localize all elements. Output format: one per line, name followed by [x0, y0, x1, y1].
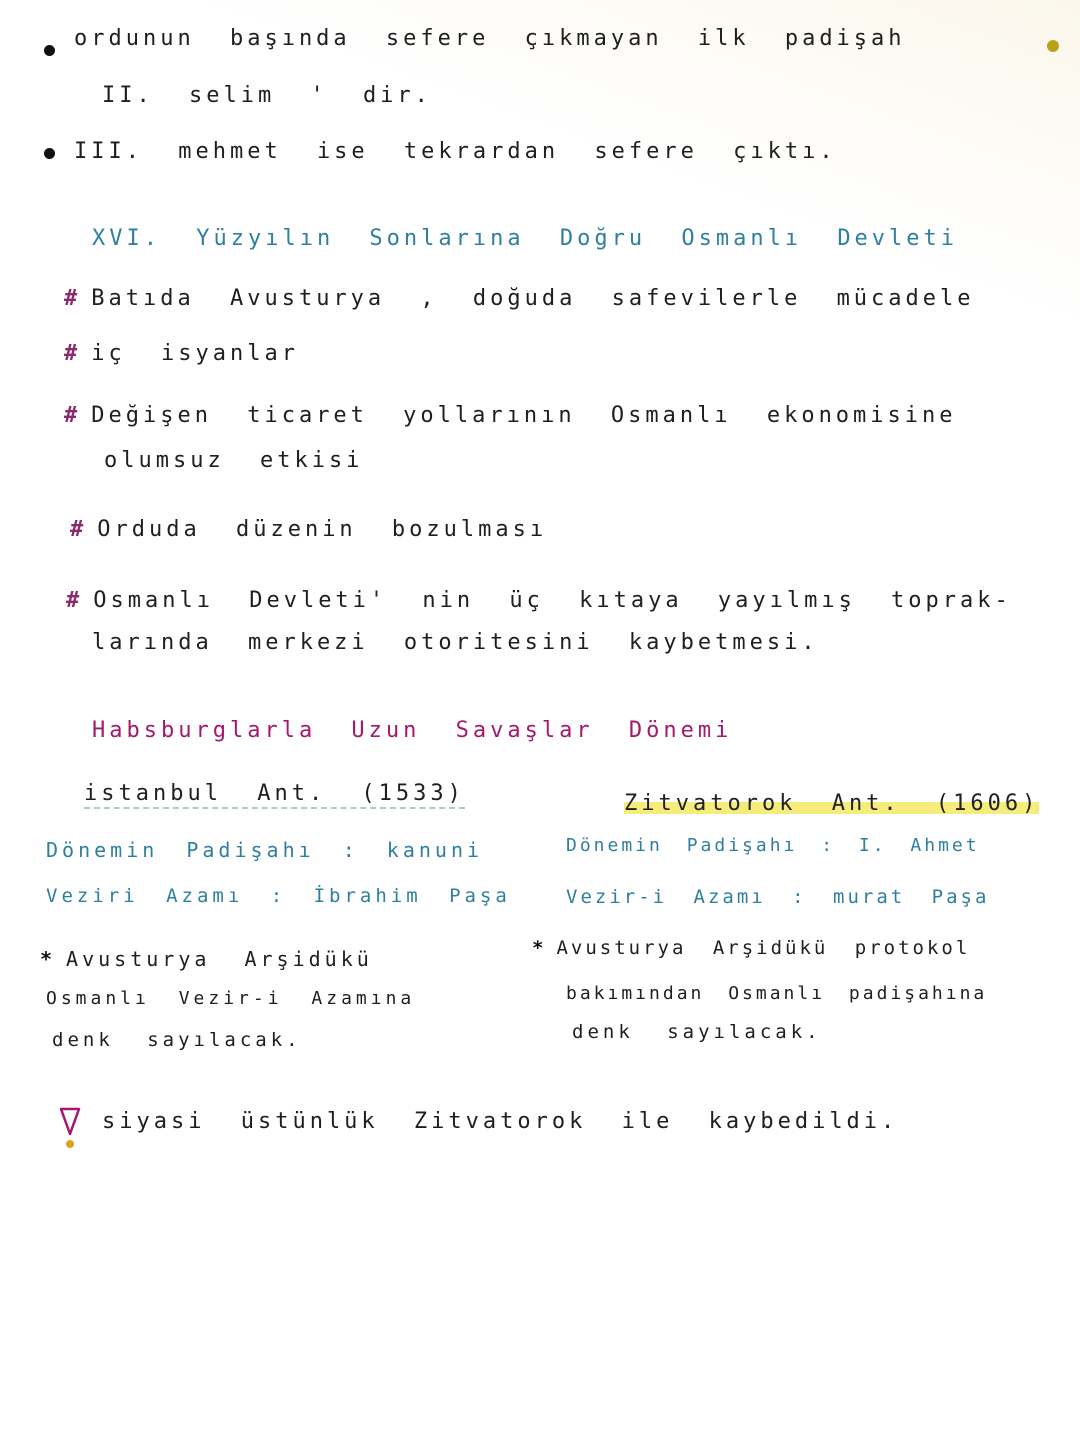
list-item-text: Değişen ticaret yollarının Osmanlı ekonomisine	[91, 403, 957, 428]
asterisk-icon: *	[532, 937, 547, 959]
list-item	[66, 588, 1012, 613]
right-treaty-title	[624, 791, 1039, 816]
left-treaty-title	[84, 781, 465, 806]
right-padisah: Dönemin Padişahı : I. Ahmet	[566, 835, 980, 856]
bullet-dot-icon	[44, 45, 55, 56]
section1-heading: XVI. Yüzyılın Sonlarına Doğru Osmanlı Devleti	[92, 226, 959, 251]
list-item-text: Osmanlı Devleti' nin üç kıtaya yayılmış toprak-	[93, 588, 1012, 613]
bullet-dot-icon	[44, 148, 55, 159]
list-item-text: Batıda Avusturya , doğuda safevilerle mücadele	[91, 286, 975, 311]
hash-icon: #	[64, 286, 82, 311]
left-padisah: Dönemin Padişahı : kanuni	[46, 838, 484, 862]
left-treaty-title-text: istanbul Ant. (1533)	[84, 781, 465, 809]
left-note-3: denk sayılacak.	[52, 1029, 302, 1051]
intro-line-1: ordunun başında sefere çıkmayan ilk padişah	[74, 26, 906, 51]
list-item	[64, 286, 975, 311]
list-item	[64, 341, 299, 366]
right-note-3: denk sayılacak.	[572, 1021, 822, 1043]
section2-heading: Habsburglarla Uzun Savaşlar Dönemi	[92, 718, 733, 743]
list-item-continuation: larında merkezi otoritesini kaybetmesi.	[92, 630, 819, 655]
conclusion-text: siyasi üstünlük Zitvatorok ile kaybedildi.	[102, 1109, 899, 1134]
right-note-2: bakımından Osmanlı padişahına	[566, 983, 988, 1004]
right-vezir: Vezir-i Azamı : murat Paşa	[566, 886, 990, 908]
right-note-1-text: Avusturya Arşidükü protokol	[556, 937, 971, 959]
margin-dot-icon	[1047, 40, 1059, 52]
list-item-text: Orduda düzenin bozulması	[97, 517, 548, 542]
asterisk-icon: *	[40, 947, 57, 971]
intro-line-2: II. selim ' dir.	[102, 83, 432, 108]
list-item-continuation: olumsuz etkisi	[104, 448, 364, 473]
right-note-1	[532, 937, 970, 959]
list-item-text: iç isyanlar	[91, 341, 299, 366]
left-note-1-text: Avusturya Arşidükü	[66, 947, 373, 971]
hash-icon: #	[64, 403, 82, 428]
left-vezir: Veziri Azamı : İbrahim Paşa	[46, 885, 511, 907]
right-treaty-title-text: Zitvatorok Ant. (1606)	[624, 791, 1040, 816]
list-item	[64, 403, 957, 428]
hash-icon: #	[66, 588, 84, 613]
list-item	[70, 517, 547, 542]
hash-icon: #	[64, 341, 82, 366]
left-note-1	[40, 947, 373, 971]
left-note-2: Osmanlı Vezir-i Azamına	[46, 988, 416, 1009]
hash-icon: #	[70, 517, 88, 542]
intro-line-3: III. mehmet ise tekrardan sefere çıktı.	[74, 139, 837, 164]
warning-icon	[58, 1106, 82, 1150]
